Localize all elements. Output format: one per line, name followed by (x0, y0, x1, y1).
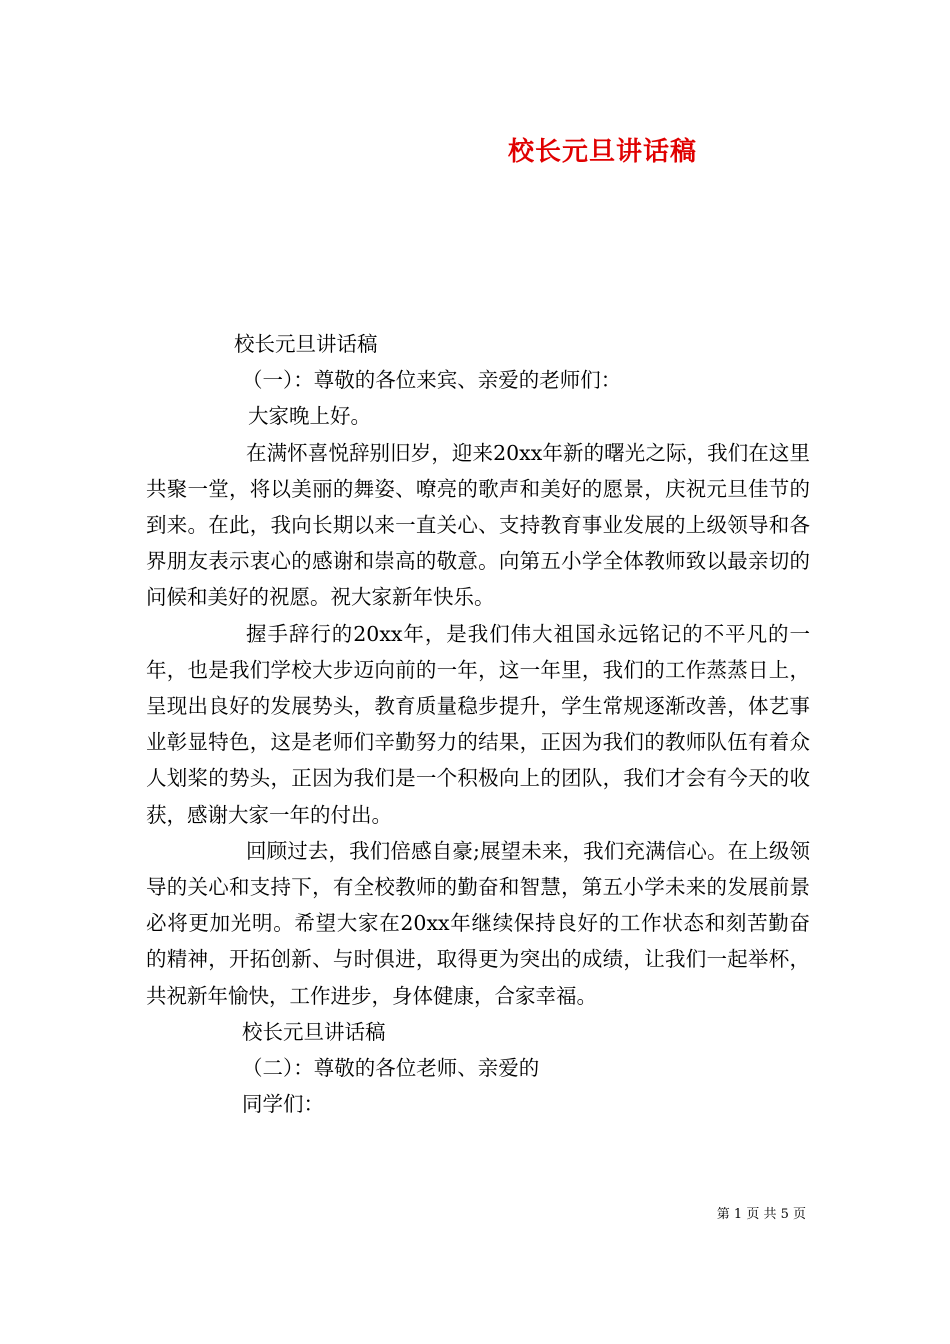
salutation: （二）：尊敬的各位老师、亲爱的 (242, 1056, 540, 1081)
body-paragraph: 在满怀喜悦辞别旧岁，迎来20xx年新的曙光之际，我们在这里共聚一堂，将以美丽的舞姿、嘹亮的歌声和美好的愿景，庆祝元旦佳节的到来。在此，我向长期以来一直关心、支持教育事业发展的上级领导和各界朋友表示衷心的感谢和崇高的敬意。向第五小学全体教师致以最亲切的问候和美好的祝愿。祝大家新年快乐。 (146, 440, 810, 610)
salutation: （一）：尊敬的各位来宾、亲爱的老师们： (242, 368, 622, 393)
document-title (0, 134, 950, 170)
section-heading: 校长元旦讲话稿 (234, 332, 378, 356)
page-number: 第 1 页 共 5 页 (716, 1207, 806, 1222)
document-title-text: 校长元旦讲话稿 (508, 137, 698, 167)
document-body (146, 326, 810, 1122)
salutation-continued: 同学们： (242, 1092, 324, 1117)
section-heading: 校长元旦讲话稿 (242, 1019, 386, 1044)
greeting: 大家晚上好。 (248, 404, 371, 429)
body-paragraph: 握手辞行的20xx年，是我们伟大祖国永远铭记的不平凡的一年，也是我们学校大步迈向前的一年，这一年里，我们的工作蒸蒸日上，呈现出良好的发展势头，教育质量稳步提升，学生常规逐渐改善，体艺事业彰显特色，这是老师们辛勤努力的结果，正因为我们的教师队伍有着众人划桨的势头，正因为我们是一个积极向上的团队，我们才会有今天的收获，感谢大家一年的付出。 (146, 621, 810, 827)
body-paragraph: 回顾过去，我们倍感自豪;展望未来，我们充满信心。在上级领导的关心和支持下，有全校教师的勤奋和智慧，第五小学未来的发展前景必将更加光明。希望大家在20xx年继续保持良好的工作状态和刻苦勤奋的精神，开拓创新、与时俱进，取得更为突出的成绩，让我们一起举杯，共祝新年愉快，工作进步，身体健康，合家幸福。 (146, 838, 810, 1008)
